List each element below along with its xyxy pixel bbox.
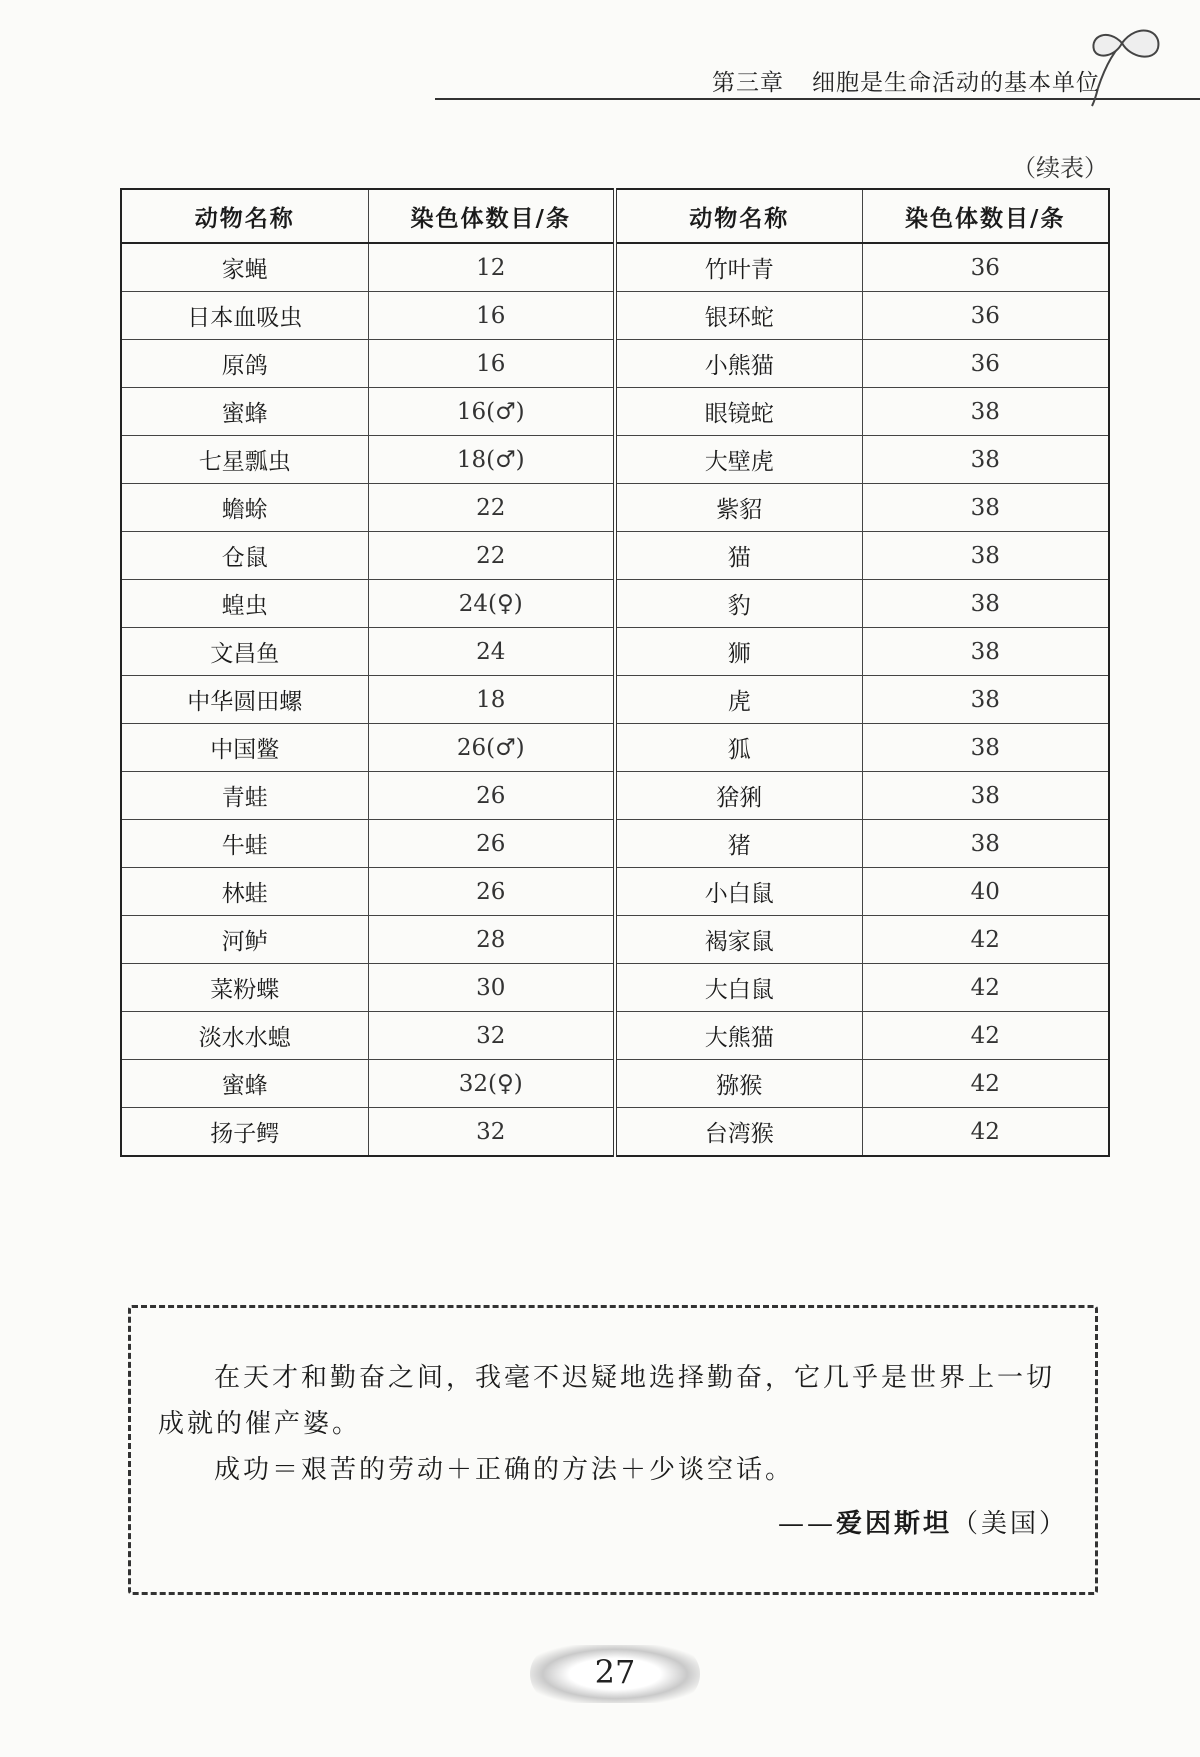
animal-name-cell: 林蛙 xyxy=(121,868,368,916)
animal-name-cell: 小熊猫 xyxy=(615,340,862,388)
chromosome-count-cell: 18(♂) xyxy=(368,436,615,484)
leaf-icon xyxy=(1078,18,1170,108)
animal-name-cell: 日本血吸虫 xyxy=(121,292,368,340)
chromosome-count-cell: 28 xyxy=(368,916,615,964)
quote-country: （美国） xyxy=(951,1509,1068,1539)
animal-name-cell: 淡水水螅 xyxy=(121,1012,368,1060)
animal-name-cell: 台湾猴 xyxy=(615,1108,862,1157)
animal-name-cell: 虎 xyxy=(615,676,862,724)
animal-name-cell: 蟾蜍 xyxy=(121,484,368,532)
table-row xyxy=(121,388,1109,436)
animal-name-cell: 大白鼠 xyxy=(615,964,862,1012)
attribution-dash: —— xyxy=(777,1509,836,1539)
animal-name-cell: 文昌鱼 xyxy=(121,628,368,676)
column-header: 染色体数目/条 xyxy=(368,189,615,243)
chromosome-count-cell: 36 xyxy=(862,243,1109,292)
animal-name-cell: 狮 xyxy=(615,628,862,676)
quote-line: 成功＝艰苦的劳动＋正确的方法＋少谈空话。 xyxy=(214,1455,795,1485)
animal-name-cell: 牛蛙 xyxy=(121,820,368,868)
chromosome-count-cell: 42 xyxy=(862,1012,1109,1060)
animal-name-cell: 紫貂 xyxy=(615,484,862,532)
chromosome-count-cell: 12 xyxy=(368,243,615,292)
animal-name-cell: 河鲈 xyxy=(121,916,368,964)
animal-name-cell: 眼镜蛇 xyxy=(615,388,862,436)
chromosome-count-cell: 26 xyxy=(368,772,615,820)
table-body xyxy=(121,243,1109,1156)
chromosome-count-cell: 26 xyxy=(368,868,615,916)
animal-name-cell: 蜜蜂 xyxy=(121,1060,368,1108)
animal-name-cell: 竹叶青 xyxy=(615,243,862,292)
chromosome-count-cell: 36 xyxy=(862,292,1109,340)
animal-name-cell: 猪 xyxy=(615,820,862,868)
table-row xyxy=(121,1012,1109,1060)
animal-name-cell: 小白鼠 xyxy=(615,868,862,916)
chromosome-count-cell: 38 xyxy=(862,628,1109,676)
animal-name-cell: 仓鼠 xyxy=(121,532,368,580)
page-header xyxy=(0,0,1200,110)
column-header: 动物名称 xyxy=(615,189,862,243)
table-row xyxy=(121,292,1109,340)
animal-name-cell: 家蝇 xyxy=(121,243,368,292)
chromosome-count-cell: 26(♂) xyxy=(368,724,615,772)
chromosome-count-cell: 30 xyxy=(368,964,615,1012)
animal-name-cell: 中国鳖 xyxy=(121,724,368,772)
chromosome-count-cell: 32 xyxy=(368,1108,615,1157)
table-row xyxy=(121,964,1109,1012)
chromosome-count-cell: 36 xyxy=(862,340,1109,388)
animal-name-cell: 褐家鼠 xyxy=(615,916,862,964)
page-number-badge xyxy=(530,1645,700,1703)
animal-name-cell: 猞猁 xyxy=(615,772,862,820)
chromosome-count-cell: 38 xyxy=(862,436,1109,484)
animal-name-cell: 大熊猫 xyxy=(615,1012,862,1060)
chapter-title: 细胞是生命活动的基本单位 xyxy=(812,70,1100,96)
chromosome-count-cell: 16 xyxy=(368,340,615,388)
chromosome-count-cell: 38 xyxy=(862,676,1109,724)
table-row xyxy=(121,676,1109,724)
animal-name-cell: 猕猴 xyxy=(615,1060,862,1108)
animal-name-cell: 中华圆田螺 xyxy=(121,676,368,724)
chromosome-count-cell: 32 xyxy=(368,1012,615,1060)
chromosome-count-cell: 42 xyxy=(862,1060,1109,1108)
continued-label: （续表） xyxy=(1012,154,1108,182)
chromosome-count-cell: 38 xyxy=(862,532,1109,580)
column-header: 动物名称 xyxy=(121,189,368,243)
running-header xyxy=(712,64,1100,97)
animal-name-cell: 大壁虎 xyxy=(615,436,862,484)
table-row xyxy=(121,628,1109,676)
chromosome-count-cell: 42 xyxy=(862,964,1109,1012)
chromosome-count-cell: 42 xyxy=(862,916,1109,964)
animal-name-cell: 七星瓢虫 xyxy=(121,436,368,484)
table-row xyxy=(121,580,1109,628)
quote-box xyxy=(128,1305,1098,1595)
chromosome-count-cell: 24(♀) xyxy=(368,580,615,628)
animal-name-cell: 豹 xyxy=(615,580,862,628)
column-header: 染色体数目/条 xyxy=(862,189,1109,243)
chromosome-count-cell: 22 xyxy=(368,484,615,532)
animal-name-cell: 菜粉蝶 xyxy=(121,964,368,1012)
chromosome-count-cell: 38 xyxy=(862,724,1109,772)
chromosome-count-cell: 38 xyxy=(862,580,1109,628)
table-row xyxy=(121,724,1109,772)
chromosome-table xyxy=(120,188,1110,1157)
chromosome-count-cell: 42 xyxy=(862,1108,1109,1157)
table-row xyxy=(121,772,1109,820)
chromosome-count-cell: 24 xyxy=(368,628,615,676)
chromosome-count-cell: 40 xyxy=(862,868,1109,916)
table-row xyxy=(121,436,1109,484)
animal-name-cell: 猫 xyxy=(615,532,862,580)
page-number: 27 xyxy=(594,1653,636,1691)
chromosome-count-cell: 16 xyxy=(368,292,615,340)
animal-name-cell: 蜜蜂 xyxy=(121,388,368,436)
animal-name-cell: 狐 xyxy=(615,724,862,772)
animal-name-cell: 蝗虫 xyxy=(121,580,368,628)
table-row xyxy=(121,1060,1109,1108)
quote-author: 爱因斯坦 xyxy=(835,1509,952,1539)
quote-line: 在天才和勤奋之间，我毫不迟疑地选择勤奋，它几乎是世界上一切成就的催产婆。 xyxy=(158,1363,1056,1439)
animal-name-cell: 原鸽 xyxy=(121,340,368,388)
quote-attribution xyxy=(158,1501,1068,1547)
animal-name-cell: 扬子鳄 xyxy=(121,1108,368,1157)
chromosome-count-cell: 22 xyxy=(368,532,615,580)
chromosome-count-cell: 38 xyxy=(862,820,1109,868)
chromosome-count-cell: 32(♀) xyxy=(368,1060,615,1108)
table-row xyxy=(121,532,1109,580)
animal-name-cell: 青蛙 xyxy=(121,772,368,820)
table-header-row xyxy=(121,189,1109,243)
chromosome-count-cell: 16(♂) xyxy=(368,388,615,436)
chromosome-count-cell: 18 xyxy=(368,676,615,724)
table-row xyxy=(121,340,1109,388)
table-row xyxy=(121,243,1109,292)
table-row xyxy=(121,868,1109,916)
animal-name-cell: 银环蛇 xyxy=(615,292,862,340)
table-row xyxy=(121,820,1109,868)
chapter-label: 第三章 xyxy=(712,70,784,96)
table-row xyxy=(121,1108,1109,1157)
chromosome-count-cell: 38 xyxy=(862,772,1109,820)
chromosome-count-cell: 38 xyxy=(862,388,1109,436)
chromosome-count-cell: 38 xyxy=(862,484,1109,532)
table-row xyxy=(121,484,1109,532)
quote-text xyxy=(158,1355,1068,1547)
chromosome-count-cell: 26 xyxy=(368,820,615,868)
table-row xyxy=(121,916,1109,964)
